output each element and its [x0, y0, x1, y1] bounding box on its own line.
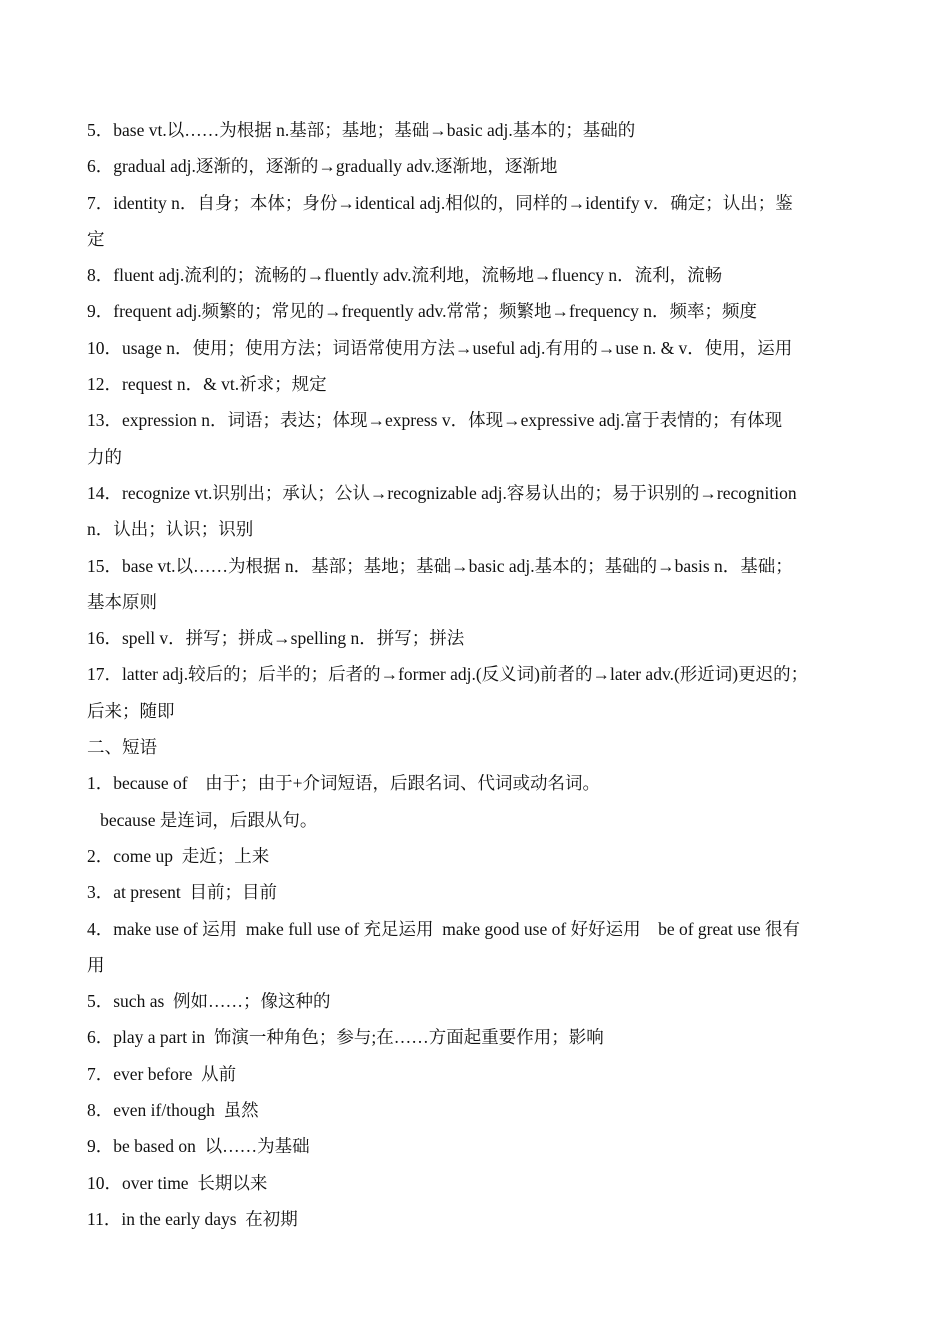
text-line: 7．ever before 从前 [87, 1063, 237, 1084]
text-line: 5．such as 例如……；像这种的 [87, 991, 331, 1012]
text-line: 10．over time 长期以来 [87, 1172, 268, 1193]
text-line: 5．base vt.以……为根据 n.基部；基地；基础→basic adj.基本的；基础的 [87, 120, 636, 140]
text-line: 定 [87, 228, 105, 249]
section-heading: 二、短语 [87, 737, 157, 758]
text-line: 15．base vt.以……为根据 n．基部；基地；基础→basic adj.基本的；基础的→basis n．基础； [87, 555, 793, 576]
text-line: 8．fluent adj.流利的；流畅的→fluently adv.流利地，流畅地→fluency n．流利，流畅 [87, 265, 723, 286]
text-line: 8．even if/though 虽然 [87, 1100, 259, 1121]
text-line: 用 [87, 954, 105, 975]
text-line: because 是连词，后跟从句。 [87, 809, 318, 830]
text-line: 9．be based on 以……为基础 [87, 1136, 310, 1157]
text-line: 6．gradual adj.逐渐的，逐渐的→gradually adv.逐渐地，逐渐地 [87, 156, 558, 177]
text-line: 2．come up 走近；上来 [87, 845, 270, 866]
document-page [87, 112, 877, 1237]
text-line: 4．make use of 运用 make full use of 充足运用 make good use of 好好运用 be of great use 很有 [87, 918, 800, 939]
text-line: 16．spell v．拼写；拼成→spelling n．拼写；拼法 [87, 628, 465, 649]
text-line: 17．latter adj.较后的；后半的；后者的→former adj.(反义词)前者的→later adv.(形近词)更迟的； [87, 664, 809, 685]
text-line: 6．play a part in 饰演一种角色；参与;在……方面起重要作用；影响 [87, 1027, 604, 1048]
text-line: 力的 [87, 446, 122, 467]
text-line: 10．usage n．使用；使用方法；词语常使用方法→useful adj.有用的→use n. & v．使用，运用 [87, 337, 793, 358]
text-line: 11．in the early days 在初期 [87, 1208, 298, 1229]
text-line: 1．because of 由于；由于+介词短语，后跟名词、代词或动名词。 [87, 773, 600, 794]
text-line: 14．recognize vt.识别出；承认；公认→recognizable adj.容易认出的；易于识别的→recognition [87, 482, 797, 503]
text-line: 后来；随即 [87, 700, 175, 721]
text-line: 13．expression n．词语；表达；体现→express v．体现→expressive adj.富于表情的；有体现 [87, 410, 783, 431]
text-line: 12．request n．& vt.祈求；规定 [87, 374, 327, 395]
text-line: 3．at present 目前；目前 [87, 882, 278, 903]
text-line: 7．identity n．自身；本体；身份→identical adj.相似的，同样的→identify v．确定；认出；鉴 [87, 192, 793, 213]
text-line: 9．frequent adj.频繁的；常见的→frequently adv.常常；频繁地→frequency n．频率；频度 [87, 301, 758, 322]
text-line: 基本原则 [87, 591, 157, 612]
text-line: n．认出；认识；识别 [87, 519, 254, 540]
